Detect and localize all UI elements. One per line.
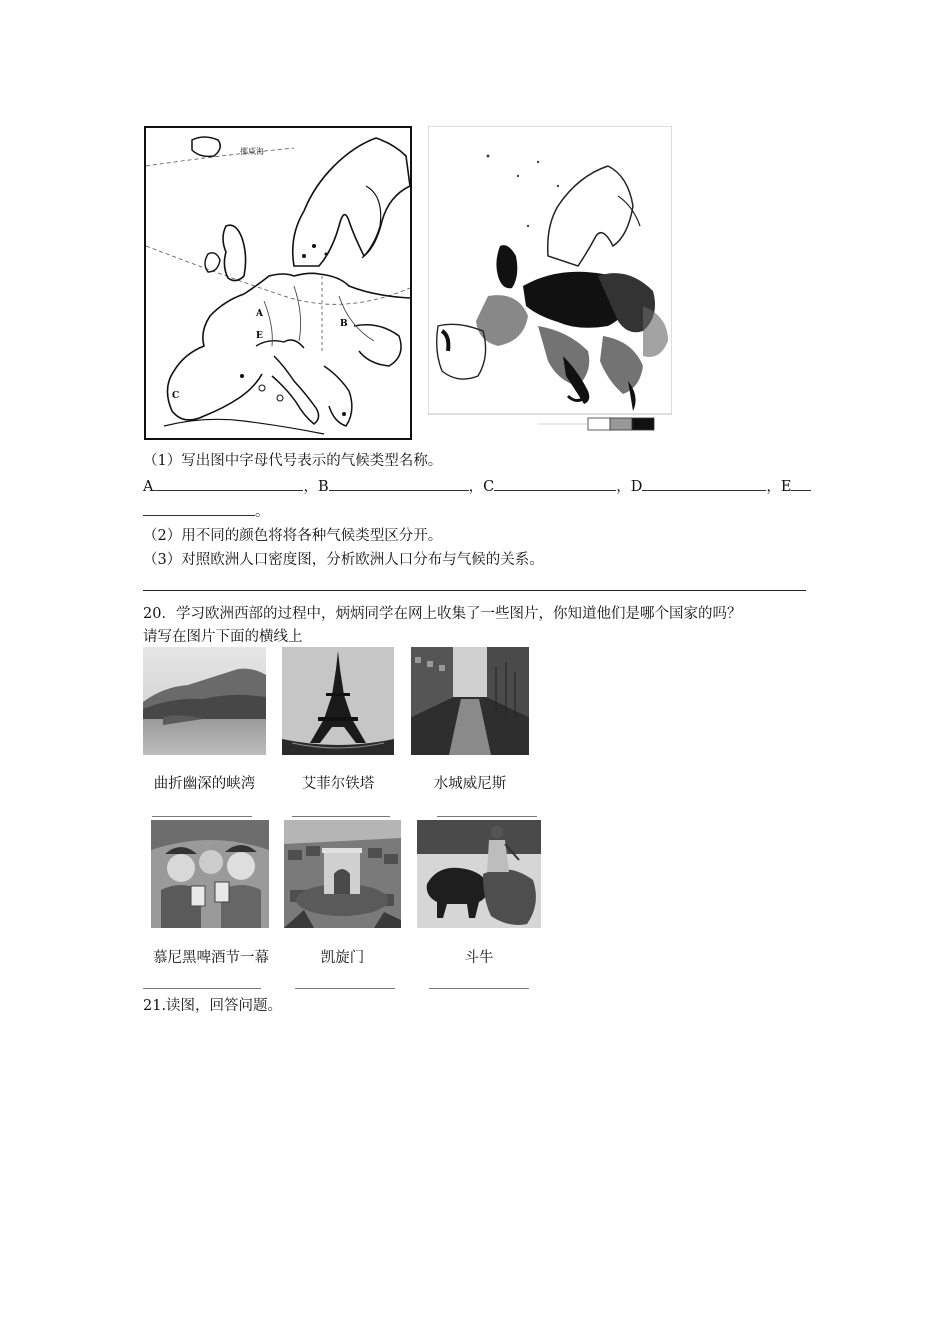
q21-text: 21.读图，回答问题。 bbox=[143, 998, 283, 1014]
end-mark: 。 bbox=[255, 504, 270, 520]
q19-answer-line[interactable] bbox=[143, 590, 806, 591]
blank-d-label: ，D bbox=[616, 479, 643, 495]
map-letter-e: E bbox=[256, 331, 263, 341]
q20-text-line2: 请写在图片下面的横线上 bbox=[143, 629, 303, 645]
q19-blank-continue bbox=[143, 501, 270, 522]
blank-e-input-continued[interactable] bbox=[143, 501, 255, 516]
photo-bullfighting bbox=[417, 820, 541, 928]
caption-venice: 水城威尼斯 bbox=[433, 776, 507, 792]
blank-e-label: ，E bbox=[766, 479, 792, 495]
map-letter-b: B bbox=[340, 319, 348, 329]
blank-a-label: A bbox=[143, 479, 154, 495]
photo-munich-beer-festival bbox=[151, 820, 269, 928]
caption-eiffel-tower: 艾菲尔铁塔 bbox=[301, 776, 375, 792]
blank-b-label: ，B bbox=[303, 479, 329, 495]
caption-fjord: 曲折幽深的峡湾 bbox=[153, 776, 256, 792]
population-density-map bbox=[428, 126, 672, 438]
blank-a-input[interactable] bbox=[153, 476, 303, 491]
answer-line-venice[interactable] bbox=[437, 816, 537, 817]
q19-sub3: （3）对照欧洲人口密度图，分析欧洲人口分布与气候的关系。 bbox=[143, 552, 544, 568]
map-letter-c: C bbox=[172, 391, 180, 401]
photo-arc-de-triomphe bbox=[284, 820, 401, 928]
answer-line-bullfighting[interactable] bbox=[429, 988, 529, 989]
answer-line-munich-beer-festival[interactable] bbox=[143, 988, 261, 989]
q20-text-line1: 20．学习欧洲西部的过程中，炳炳同学在网上收集了一些图片，你知道他们是哪个国家的吗？ bbox=[143, 606, 742, 622]
caption-bullfighting: 斗牛 bbox=[464, 950, 494, 966]
blank-c-label: ，C bbox=[468, 479, 495, 495]
caption-munich-beer-festival: 慕尼黑啤酒节一幕 bbox=[153, 950, 269, 966]
sea-label: 挪威海 bbox=[240, 147, 264, 156]
q19-sub2: （2）用不同的颜色将将各种气候类型区分开。 bbox=[143, 528, 443, 544]
answer-line-fjord[interactable] bbox=[152, 816, 252, 817]
caption-arc-de-triomphe: 凯旋门 bbox=[320, 950, 365, 966]
map-letter-a: A bbox=[256, 309, 263, 319]
blank-c-input[interactable] bbox=[494, 476, 616, 491]
q19-sub1: （1）写出图中字母代号表示的气候类型名称。 bbox=[143, 453, 443, 469]
answer-line-eiffel-tower[interactable] bbox=[292, 816, 390, 817]
blank-d-input[interactable] bbox=[642, 476, 766, 491]
blank-e-input[interactable] bbox=[791, 476, 811, 491]
climate-map bbox=[144, 126, 412, 440]
answer-line-arc-de-triomphe[interactable] bbox=[295, 988, 395, 989]
blank-b-input[interactable] bbox=[329, 476, 469, 491]
photo-fjord bbox=[143, 647, 266, 755]
photo-eiffel-tower bbox=[282, 647, 394, 755]
photo-venice-canal bbox=[411, 647, 529, 755]
q19-blank-row bbox=[143, 476, 811, 497]
